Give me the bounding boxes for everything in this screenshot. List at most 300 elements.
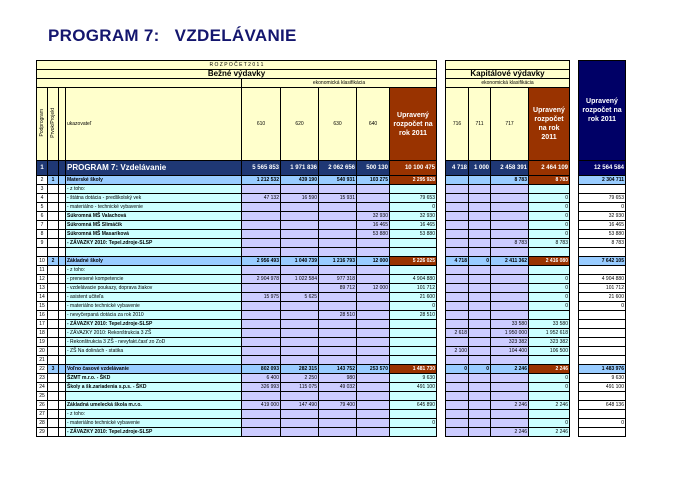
ukazovatel-cell: Školy a šk.zariadenia s.p.s. - ŠKD bbox=[66, 383, 242, 392]
value-cell: 2 246 bbox=[491, 365, 529, 374]
value-cell bbox=[469, 194, 491, 203]
ukazovatel-cell: - vzdelávacie poukazy, doprava žiakov bbox=[66, 284, 242, 293]
upr-total-cell: 79 653 bbox=[579, 194, 626, 203]
ukazovatel-cell: Základná umelecká škola m.r.o. bbox=[66, 401, 242, 410]
value-cell bbox=[242, 266, 281, 275]
value-cell bbox=[357, 311, 390, 320]
table-row bbox=[37, 329, 626, 338]
prvok-cell bbox=[59, 374, 66, 383]
row-number: 25 bbox=[37, 392, 48, 401]
upr-bezne-cell: 2 295 928 bbox=[390, 176, 437, 185]
value-cell: 2 062 656 bbox=[319, 161, 357, 176]
upr-kap-cell: 0 bbox=[529, 374, 570, 383]
podprogram-cell bbox=[48, 329, 59, 338]
podprogram-cell bbox=[48, 320, 59, 329]
upr-kap-cell bbox=[529, 185, 570, 194]
upr-kap-cell: 33 580 bbox=[529, 320, 570, 329]
row-number: 20 bbox=[37, 347, 48, 356]
upr-bezne-cell bbox=[390, 347, 437, 356]
prvok-cell bbox=[59, 392, 66, 401]
value-cell bbox=[491, 221, 529, 230]
ukazovatel-cell bbox=[66, 356, 242, 365]
value-cell: 2 246 bbox=[491, 401, 529, 410]
value-cell bbox=[446, 194, 469, 203]
prvok-cell bbox=[59, 239, 66, 248]
value-cell bbox=[357, 428, 390, 437]
row-number: 3 bbox=[37, 185, 48, 194]
upr-bezne-cell: 9 630 bbox=[390, 374, 437, 383]
prvok-cell bbox=[59, 383, 66, 392]
table-row bbox=[37, 176, 626, 185]
value-cell bbox=[446, 266, 469, 275]
upr-bezne-cell: 0 bbox=[390, 302, 437, 311]
upr-bezne-cell bbox=[390, 185, 437, 194]
row-number: 5 bbox=[37, 203, 48, 212]
ukazovatel-cell: - štátna dotácia - predškolský vek bbox=[66, 194, 242, 203]
value-cell: 2 250 bbox=[281, 374, 319, 383]
ukazovatel-cell: - prenesené kompetencie bbox=[66, 275, 242, 284]
col-610: 610 bbox=[242, 88, 281, 161]
value-cell bbox=[469, 419, 491, 428]
podprogram-cell bbox=[48, 239, 59, 248]
podprogram-cell bbox=[48, 248, 59, 257]
value-cell bbox=[281, 248, 319, 257]
value-cell bbox=[242, 311, 281, 320]
value-cell bbox=[446, 239, 469, 248]
prvok-cell bbox=[59, 329, 66, 338]
upr-kap-cell: 2 464 109 bbox=[529, 161, 570, 176]
value-cell bbox=[281, 239, 319, 248]
prvok-cell bbox=[59, 212, 66, 221]
value-cell: 79 400 bbox=[319, 401, 357, 410]
value-cell bbox=[357, 338, 390, 347]
ukazovatel-cell: Súkromná MŠ Valachová bbox=[66, 212, 242, 221]
value-cell bbox=[319, 302, 357, 311]
upr-kap-cell: 0 bbox=[529, 230, 570, 239]
value-cell bbox=[357, 248, 390, 257]
upr-total-cell: 0 bbox=[579, 302, 626, 311]
podprogram-cell bbox=[48, 230, 59, 239]
value-cell bbox=[357, 401, 390, 410]
value-cell: 115 075 bbox=[281, 383, 319, 392]
upr-total-cell bbox=[579, 356, 626, 365]
value-cell: 1 212 532 bbox=[242, 176, 281, 185]
prvok-cell bbox=[59, 266, 66, 275]
row-number: 29 bbox=[37, 428, 48, 437]
table-row bbox=[37, 320, 626, 329]
prvok-cell bbox=[59, 347, 66, 356]
table-row bbox=[37, 284, 626, 293]
value-cell bbox=[281, 428, 319, 437]
upr-bezne-cell bbox=[390, 338, 437, 347]
row-number: 28 bbox=[37, 419, 48, 428]
row-number: 13 bbox=[37, 284, 48, 293]
value-cell: 147 490 bbox=[281, 401, 319, 410]
upr-total-cell: 101 712 bbox=[579, 284, 626, 293]
budget-table bbox=[36, 60, 626, 437]
value-cell bbox=[469, 347, 491, 356]
upr-bezne-cell bbox=[390, 392, 437, 401]
value-cell bbox=[319, 338, 357, 347]
upr-total-cell: 491 100 bbox=[579, 383, 626, 392]
upr-bezne-cell: 101 712 bbox=[390, 284, 437, 293]
value-cell bbox=[319, 239, 357, 248]
value-cell bbox=[281, 185, 319, 194]
value-cell: 0 bbox=[469, 365, 491, 374]
upr-total-cell bbox=[579, 185, 626, 194]
row-number: 4 bbox=[37, 194, 48, 203]
row-number: 11 bbox=[37, 266, 48, 275]
value-cell bbox=[357, 329, 390, 338]
upr-bezne-cell: 0 bbox=[390, 419, 437, 428]
podprogram-cell bbox=[48, 302, 59, 311]
value-cell: 980 bbox=[319, 374, 357, 383]
upr-bezne-cell: 4 904 880 bbox=[390, 275, 437, 284]
value-cell bbox=[491, 212, 529, 221]
value-cell bbox=[469, 428, 491, 437]
value-cell: 1 971 836 bbox=[281, 161, 319, 176]
podprogram-cell bbox=[48, 419, 59, 428]
upr-kap-cell: 2 246 bbox=[529, 428, 570, 437]
value-cell bbox=[281, 329, 319, 338]
upr-bezne-cell: 79 653 bbox=[390, 194, 437, 203]
table-row bbox=[37, 347, 626, 356]
table-row bbox=[37, 410, 626, 419]
row-number: 19 bbox=[37, 338, 48, 347]
value-cell bbox=[242, 284, 281, 293]
ukazovatel-cell bbox=[66, 392, 242, 401]
prvok-cell bbox=[59, 320, 66, 329]
ukazovatel-cell: Súkromná MŠ Slimáčik bbox=[66, 221, 242, 230]
value-cell bbox=[491, 293, 529, 302]
value-cell bbox=[281, 221, 319, 230]
value-cell bbox=[469, 338, 491, 347]
upr-total-cell: 2 304 711 bbox=[579, 176, 626, 185]
prvok-cell bbox=[59, 410, 66, 419]
prvok-cell bbox=[59, 365, 66, 374]
upr-kap-cell: 0 bbox=[529, 194, 570, 203]
upr-total-cell: 1 483 976 bbox=[579, 365, 626, 374]
row-number: 10 bbox=[37, 257, 48, 266]
value-cell bbox=[491, 248, 529, 257]
value-cell bbox=[242, 419, 281, 428]
value-cell bbox=[469, 410, 491, 419]
value-cell bbox=[357, 239, 390, 248]
value-cell: 2 618 bbox=[446, 329, 469, 338]
table-row bbox=[37, 221, 626, 230]
table-row bbox=[37, 212, 626, 221]
value-cell: 47 132 bbox=[242, 194, 281, 203]
table-row bbox=[37, 161, 626, 176]
value-cell bbox=[446, 311, 469, 320]
prvok-header: Prvok/Projekt bbox=[50, 107, 56, 138]
value-cell bbox=[357, 419, 390, 428]
prvok-cell bbox=[59, 302, 66, 311]
table-row bbox=[37, 374, 626, 383]
value-cell bbox=[446, 374, 469, 383]
value-cell bbox=[242, 356, 281, 365]
value-cell bbox=[319, 356, 357, 365]
upr-kap-cell: 8 783 bbox=[529, 239, 570, 248]
value-cell bbox=[357, 185, 390, 194]
value-cell: 540 931 bbox=[319, 176, 357, 185]
row-number: 21 bbox=[37, 356, 48, 365]
value-cell bbox=[357, 356, 390, 365]
value-cell: 326 993 bbox=[242, 383, 281, 392]
value-cell bbox=[491, 284, 529, 293]
ukazovatel-cell: Voľno časové vzdelávanie bbox=[66, 365, 242, 374]
prvok-cell bbox=[59, 161, 66, 176]
value-cell bbox=[469, 203, 491, 212]
budget-rows bbox=[37, 161, 626, 437]
prvok-cell bbox=[59, 203, 66, 212]
value-cell bbox=[446, 410, 469, 419]
row-number: 23 bbox=[37, 374, 48, 383]
upr-total-cell: 32 930 bbox=[579, 212, 626, 221]
table-row bbox=[37, 356, 626, 365]
upr-bezne-cell: 645 890 bbox=[390, 401, 437, 410]
col-640: 640 bbox=[357, 88, 390, 161]
row-number: 17 bbox=[37, 320, 48, 329]
row-number: 18 bbox=[37, 329, 48, 338]
value-cell bbox=[446, 293, 469, 302]
podprogram-cell bbox=[48, 293, 59, 302]
value-cell bbox=[242, 203, 281, 212]
value-cell: 6 400 bbox=[242, 374, 281, 383]
upr-kap-cell: 8 783 bbox=[529, 176, 570, 185]
value-cell bbox=[357, 410, 390, 419]
upr-total-cell: 0 bbox=[579, 419, 626, 428]
upr-bezne-cell: 21 600 bbox=[390, 293, 437, 302]
upr-total-cell: 9 630 bbox=[579, 374, 626, 383]
value-cell bbox=[469, 356, 491, 365]
value-cell bbox=[281, 392, 319, 401]
upr-bezne-cell: 0 bbox=[390, 203, 437, 212]
ukazovatel-cell: Materské školy bbox=[66, 176, 242, 185]
row-number: 14 bbox=[37, 293, 48, 302]
value-cell bbox=[357, 203, 390, 212]
upr-kap-cell bbox=[529, 266, 570, 275]
value-cell: 282 315 bbox=[281, 365, 319, 374]
ukazovatel-cell: - z toho: bbox=[66, 266, 242, 275]
row-number: 16 bbox=[37, 311, 48, 320]
upr-bezne-cell bbox=[390, 320, 437, 329]
value-cell bbox=[357, 392, 390, 401]
upr-kap-cell bbox=[529, 356, 570, 365]
value-cell bbox=[357, 275, 390, 284]
upr-total-cell: 0 bbox=[579, 203, 626, 212]
upr-bezne-cell: 10 100 475 bbox=[390, 161, 437, 176]
prvok-cell bbox=[59, 293, 66, 302]
prvok-cell bbox=[59, 257, 66, 266]
upr-total-cell: 4 904 880 bbox=[579, 275, 626, 284]
row-number bbox=[37, 248, 48, 257]
value-cell bbox=[491, 383, 529, 392]
col-711: 711 bbox=[469, 88, 491, 161]
table-row bbox=[37, 419, 626, 428]
value-cell: 16 465 bbox=[357, 221, 390, 230]
value-cell: 2 956 493 bbox=[242, 257, 281, 266]
row-number: 15 bbox=[37, 302, 48, 311]
value-cell bbox=[446, 302, 469, 311]
value-cell bbox=[469, 302, 491, 311]
col-620: 620 bbox=[281, 88, 319, 161]
value-cell bbox=[491, 266, 529, 275]
value-cell: 2 246 bbox=[491, 428, 529, 437]
value-cell: 33 580 bbox=[491, 320, 529, 329]
value-cell: 323 382 bbox=[491, 338, 529, 347]
upr-kap-cell: 2 246 bbox=[529, 365, 570, 374]
ukazovatel-cell bbox=[66, 248, 242, 257]
table-row bbox=[37, 383, 626, 392]
value-cell bbox=[319, 419, 357, 428]
prvok-cell bbox=[59, 230, 66, 239]
podprogram-cell bbox=[48, 392, 59, 401]
table-row bbox=[37, 266, 626, 275]
value-cell bbox=[242, 410, 281, 419]
podprogram-cell bbox=[48, 428, 59, 437]
rozpocet-header: R O Z P O Č E T 2 0 1 1 bbox=[37, 61, 437, 70]
value-cell bbox=[242, 212, 281, 221]
table-row bbox=[37, 365, 626, 374]
podprogram-cell: 2 bbox=[48, 257, 59, 266]
kapitalove-header: Kapitálové výdavky bbox=[446, 70, 570, 79]
upr-total-cell: 648 136 bbox=[579, 401, 626, 410]
prvok-cell bbox=[59, 185, 66, 194]
col-630: 630 bbox=[319, 88, 357, 161]
upr-total-cell bbox=[579, 392, 626, 401]
value-cell: 103 275 bbox=[357, 176, 390, 185]
ukazovatel-cell: PROGRAM 7: Vzdelávanie bbox=[66, 161, 242, 176]
value-cell bbox=[469, 320, 491, 329]
upr-total-cell: 21 600 bbox=[579, 293, 626, 302]
value-cell: 8 783 bbox=[491, 239, 529, 248]
prvok-cell bbox=[59, 338, 66, 347]
upr-kap-cell: 0 bbox=[529, 203, 570, 212]
value-cell bbox=[242, 239, 281, 248]
value-cell: 1 950 000 bbox=[491, 329, 529, 338]
upr-bezne-cell bbox=[390, 329, 437, 338]
podprogram-cell bbox=[48, 284, 59, 293]
page-title: PROGRAM 7: VZDELÁVANIE bbox=[48, 26, 297, 45]
row-number: 27 bbox=[37, 410, 48, 419]
table-row bbox=[37, 401, 626, 410]
value-cell bbox=[319, 203, 357, 212]
value-cell bbox=[281, 338, 319, 347]
podprogram-cell bbox=[48, 212, 59, 221]
value-cell: 53 880 bbox=[357, 230, 390, 239]
upr-bezne-cell bbox=[390, 428, 437, 437]
row-number: 7 bbox=[37, 221, 48, 230]
value-cell: 500 130 bbox=[357, 161, 390, 176]
upr-total-cell bbox=[579, 248, 626, 257]
value-cell: 2 904 978 bbox=[242, 275, 281, 284]
value-cell bbox=[281, 203, 319, 212]
value-cell bbox=[469, 284, 491, 293]
upr-kap-cell: 2 416 080 bbox=[529, 257, 570, 266]
prvok-cell bbox=[59, 194, 66, 203]
ukazovatel-cell: - ZÁVAZKY 2010: Rekonštrukcia 3 ZŠ bbox=[66, 329, 242, 338]
upr-total-header: Upravený rozpočet na rok 2011 bbox=[579, 61, 626, 161]
ukazovatel-cell: - z toho: bbox=[66, 410, 242, 419]
value-cell bbox=[357, 347, 390, 356]
value-cell bbox=[446, 419, 469, 428]
ek-klas-kap: ekonomická klasifikácia bbox=[446, 79, 570, 88]
value-cell bbox=[281, 302, 319, 311]
upr-total-cell: 12 564 584 bbox=[579, 161, 626, 176]
value-cell bbox=[446, 338, 469, 347]
value-cell bbox=[281, 419, 319, 428]
table-row bbox=[37, 257, 626, 266]
value-cell: 16 590 bbox=[281, 194, 319, 203]
value-cell bbox=[491, 185, 529, 194]
value-cell bbox=[469, 401, 491, 410]
value-cell: 1 000 bbox=[469, 161, 491, 176]
podprogram-cell: 1 bbox=[48, 176, 59, 185]
upr-kap-cell: 0 bbox=[529, 293, 570, 302]
upr-kap-cell: 1 952 618 bbox=[529, 329, 570, 338]
upr-kap-cell: 0 bbox=[529, 284, 570, 293]
upr-bezne-cell: 491 100 bbox=[390, 383, 437, 392]
value-cell bbox=[446, 203, 469, 212]
value-cell: 15 975 bbox=[242, 293, 281, 302]
value-cell: 28 510 bbox=[319, 311, 357, 320]
upr-kap-cell: 0 bbox=[529, 275, 570, 284]
ukazovatel-cell: - ZÁVAZKY 2010: Tepel.zdroje-SLSP bbox=[66, 239, 242, 248]
value-cell bbox=[446, 176, 469, 185]
value-cell bbox=[469, 185, 491, 194]
value-cell bbox=[242, 230, 281, 239]
value-cell bbox=[491, 311, 529, 320]
value-cell bbox=[469, 248, 491, 257]
row-number: 26 bbox=[37, 401, 48, 410]
prvok-cell bbox=[59, 428, 66, 437]
upr-bezne-cell: 28 510 bbox=[390, 311, 437, 320]
value-cell bbox=[469, 230, 491, 239]
ukazovatel-cell: - ZŠ Na dolinách - statika bbox=[66, 347, 242, 356]
value-cell: 0 bbox=[469, 257, 491, 266]
value-cell bbox=[319, 347, 357, 356]
table-row bbox=[37, 428, 626, 437]
value-cell bbox=[491, 392, 529, 401]
value-cell bbox=[281, 212, 319, 221]
value-cell bbox=[281, 230, 319, 239]
bezne-header: Bežné výdavky bbox=[37, 70, 437, 79]
value-cell bbox=[319, 410, 357, 419]
table-row bbox=[37, 239, 626, 248]
podprogram-cell bbox=[48, 410, 59, 419]
upr-kap-cell bbox=[529, 311, 570, 320]
table-row bbox=[37, 185, 626, 194]
value-cell bbox=[469, 212, 491, 221]
ukazovatel-cell: Súkromná MŠ Masaríková bbox=[66, 230, 242, 239]
podprogram-cell bbox=[48, 161, 59, 176]
value-cell bbox=[357, 293, 390, 302]
podprogram-cell bbox=[48, 185, 59, 194]
ek-klas-bezne: ekonomická klasifikácia bbox=[242, 79, 437, 88]
upr-bezne-cell: 16 465 bbox=[390, 221, 437, 230]
upr-kap-cell: 323 382 bbox=[529, 338, 570, 347]
value-cell: 4 718 bbox=[446, 161, 469, 176]
value-cell bbox=[281, 266, 319, 275]
row-number: 1 bbox=[37, 161, 48, 176]
value-cell bbox=[491, 194, 529, 203]
ukazovatel-cell: - nevyčerpaná dotácia za rok 2010 bbox=[66, 311, 242, 320]
upr-bezne-cell bbox=[390, 248, 437, 257]
row-number: 2 bbox=[37, 176, 48, 185]
value-cell bbox=[281, 410, 319, 419]
row-number: 9 bbox=[37, 239, 48, 248]
